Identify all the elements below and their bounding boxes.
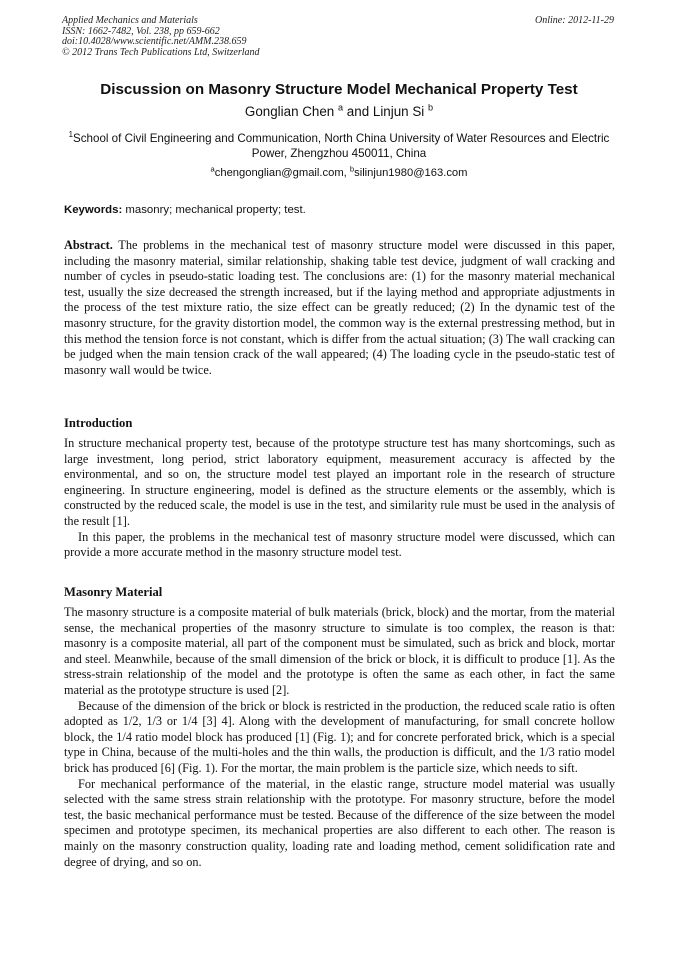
abstract-paragraph	[64, 238, 615, 378]
author-line	[40, 103, 638, 121]
affiliation-text: School of Civil Engineering and Communication, North China University of Water Resources and Electric Power, Zhengzhou 450011, China	[73, 132, 610, 160]
author-1-superscript: a	[338, 102, 344, 113]
affiliation-superscript: 1	[68, 130, 74, 140]
abstract-label: Abstract.	[64, 238, 113, 252]
author-2-superscript: b	[427, 102, 434, 113]
paper-title: Discussion on Masonry Structure Model Mechanical Property Test	[100, 81, 578, 98]
author-conjunction: and	[343, 104, 373, 119]
email-b[interactable]: silinjun1980@163.com	[354, 167, 468, 179]
masonry-material-section	[64, 605, 615, 870]
masonry-paragraph-2: Because of the dimension of the brick or block is restricted in the production, the reduced scale ratio is often adopted as 1/2, 1/3 or 1/4 [3] 4]. Along with the development of manufacturing, for small concrete hollow block, the 1/4 ratio model block has produced [1] (Fig. 1); and for concrete perforated brick, which is a special type in China, because of the multi-holes and the thin walls, the production is difficult, and the 1/3 ratio model brick has produced [6] (Fig. 1). For the mortar, the main problem is the particle size, which needs to sift.	[64, 698, 615, 775]
email-b-superscript: b	[349, 164, 355, 174]
online-date: Online: 2012-11-29	[535, 15, 614, 26]
masonry-paragraph-3: For mechanical performance of the material, in the elastic range, structure model material was usually selected with the same stress strain relationship with the prototype. For masonry structure, before the model test, the basic mechanical performance must be tested. Because of the difference of the size between the model specimen and prototype specimen, its mechanical properties are also different to each other. The reason is mainly on the masonry construction quality, loading rate and loading method, cement solidification rate and degree of drying, and so on.	[64, 776, 615, 869]
abstract-text: The problems in the mechanical test of masonry structure model were discussed in this paper, including the masonry material, similar relationship, shaking table test device, judgment of wall cracking and number of cycles in pseudo-static loading test. The conclusions are: (1) for the masonry material mechanical test, usually the size decreased the strength increased, but if the laying method and appropriate adjustments in the process of the test mixture ratio, the size effect can be greatly reduced; (2) In the dynamic test of the masonry structure, for the gravity distortion model, the common way is the external prestressing method, but in this method the tension force is not constant, which is differ from the actual situation; (3) The wall cracking can be judged when the main tension crack of the wall appeared; (4) The loading cycle in the pseudo-static test of masonry wall would be twice.	[64, 238, 615, 377]
journal-name: Applied Mechanics and Materials	[62, 15, 198, 26]
doi-line: doi:10.4028/www.scientific.net/AMM.238.659	[62, 36, 247, 47]
journal-metadata	[62, 16, 260, 58]
introduction-paragraph-2: In this paper, the problems in the mechanical test of masonry structure model were discussed, which can provide a more accurate method in the masonry structure model test.	[64, 529, 615, 560]
introduction-paragraph-1: In structure mechanical property test, because of the prototype structure test has many shortcomings, such as large investment, long period, strict laboratory equipment, measurement accuracy is affected by the environmental, and so on, the structure model test played an important role in the research of structure engineering. In structure engineering, model is defined as the structure elements or the assembly, which is constructed by the reduced scale, the model is use in the test, and similarity rule must be used in the analysis of the result [1].	[64, 436, 615, 528]
author-1: Gonglian Chen	[244, 104, 335, 119]
issn-line: ISSN: 1662-7482, Vol. 238, pp 659-662	[62, 25, 220, 37]
author-emails	[40, 166, 638, 181]
masonry-paragraph-1: The masonry structure is a composite material of bulk materials (brick, block) and the mortar, from the material sense, the mechanical properties of the masonry structure to simulate is too complex, the reason is that: masonry is a composite material, all part of the component must be simulated, such as brick and block, mortar and steel. Meanwhile, because of the small dimension of the brick or block, it is difficult to produce [1]. As the stress-strain relationship of the model and the prototype is often the same as each other, in fact the same material as the prototype structure is used [2].	[64, 605, 615, 697]
abstract	[64, 238, 615, 378]
keywords	[64, 203, 306, 218]
email-a[interactable]: chengonglian@gmail.com,	[214, 167, 350, 179]
author-2: Linjun Si	[372, 104, 425, 119]
keywords-label: Keywords:	[64, 204, 123, 216]
introduction-section	[64, 436, 615, 561]
masonry-material-heading: Masonry Material	[64, 585, 163, 599]
introduction-heading: Introduction	[64, 416, 133, 430]
copyright-line: © 2012 Trans Tech Publications Ltd, Switzerland	[62, 46, 260, 58]
affiliation	[60, 131, 618, 161]
keywords-text: masonry; mechanical property; test.	[122, 204, 306, 216]
email-a-superscript: a	[210, 164, 215, 174]
